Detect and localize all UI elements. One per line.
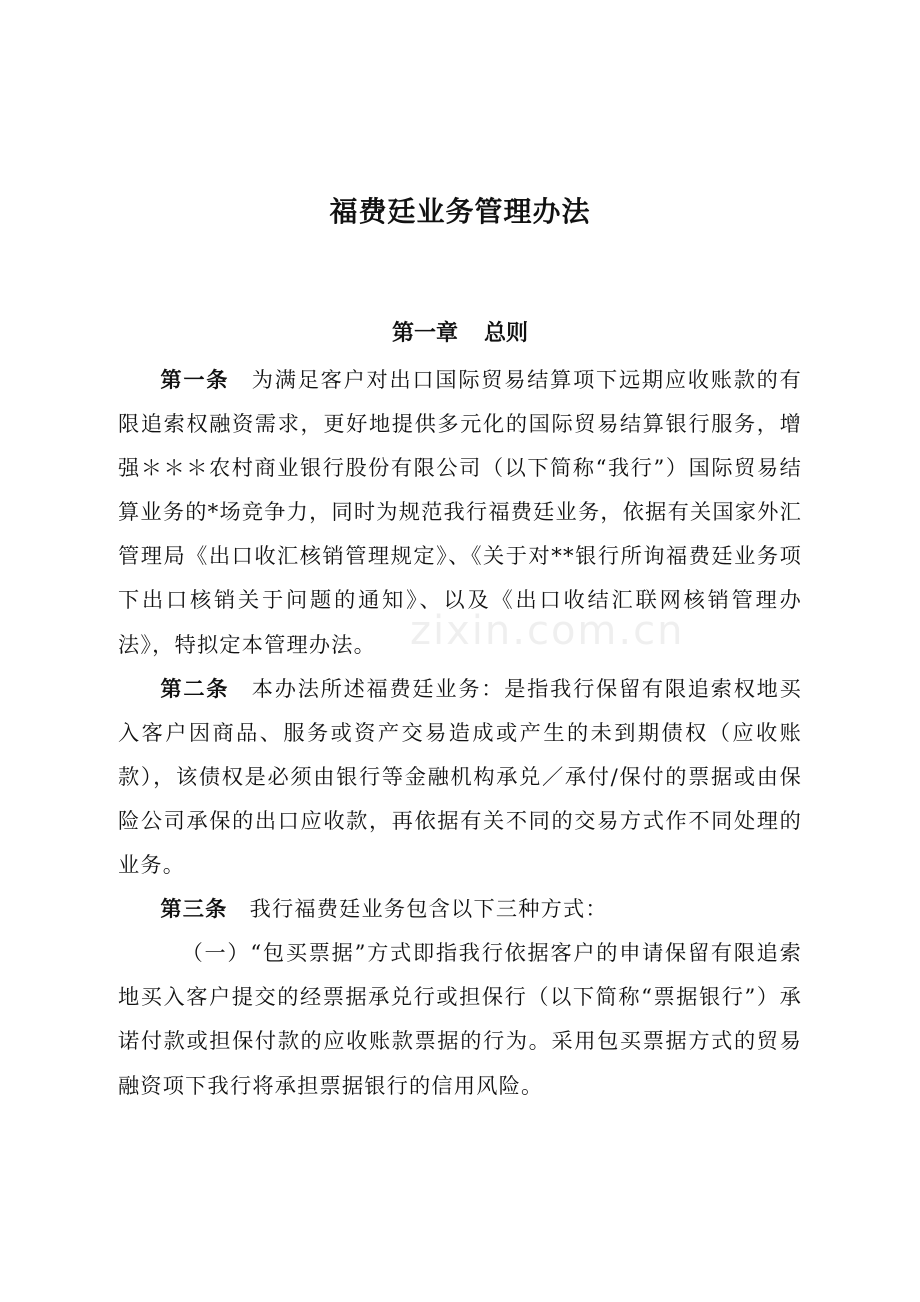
watermark: zixin.com.cn (410, 608, 685, 654)
chapter-name: 总则 (484, 321, 529, 346)
article-text: 为满足客户对出口国际贸易结算项下远期应收账款的有限追索权融资需求，更好地提供多元化的国际贸易结算银行服务，增强＊＊＊农村商业银行股份有限公司（以下简称“我行”）国际贸易结算业务的*场竞争力，同时为规范我行福费廷业务，依据有关国家外汇管理局《出口收汇核销管理规定》、《关于对**银行所询福费廷业务项下出口核销关于问题的通知》、以及《出口收结汇联网核销管理办法》，特拟定本管理办法。 (118, 367, 802, 657)
list-item-marker: （一） (181, 940, 251, 966)
chapter-number: 第一章 (391, 321, 458, 346)
article-text: 我行福费廷业务包含以下三种方式： (249, 896, 608, 922)
list-item-text: “包买票据”方式即指我行依据客户的申请保留有限追索地买入客户提交的经票据承兑行或担保行（以下简称“票据银行”）承诺付款或担保付款的应收账款票据的行为。采用包买票据方式的贸易融资项下我行将承担票据银行的信用风险。 (118, 940, 802, 1098)
article-label: 第二条 (160, 675, 230, 701)
article-1 (118, 358, 802, 667)
chapter-heading (0, 312, 920, 356)
article-label: 第一条 (160, 367, 230, 392)
document-body (118, 358, 802, 1108)
article-3 (118, 887, 802, 931)
article-2 (118, 667, 802, 887)
article-text: 本办法所述福费廷业务：是指我行保留有限追索权地买入客户因商品、服务或资产交易造成或产生的未到期债权（应收账款），该债权是必须由银行等金融机构承兑／承付/保付的票据或由保险公司承保的出口应收款，再依据有关不同的交易方式作不同处理的业务。 (118, 675, 802, 878)
document-title: 福费廷业务管理办法 (329, 195, 591, 228)
list-item (118, 931, 802, 1107)
article-label: 第三条 (160, 896, 228, 922)
